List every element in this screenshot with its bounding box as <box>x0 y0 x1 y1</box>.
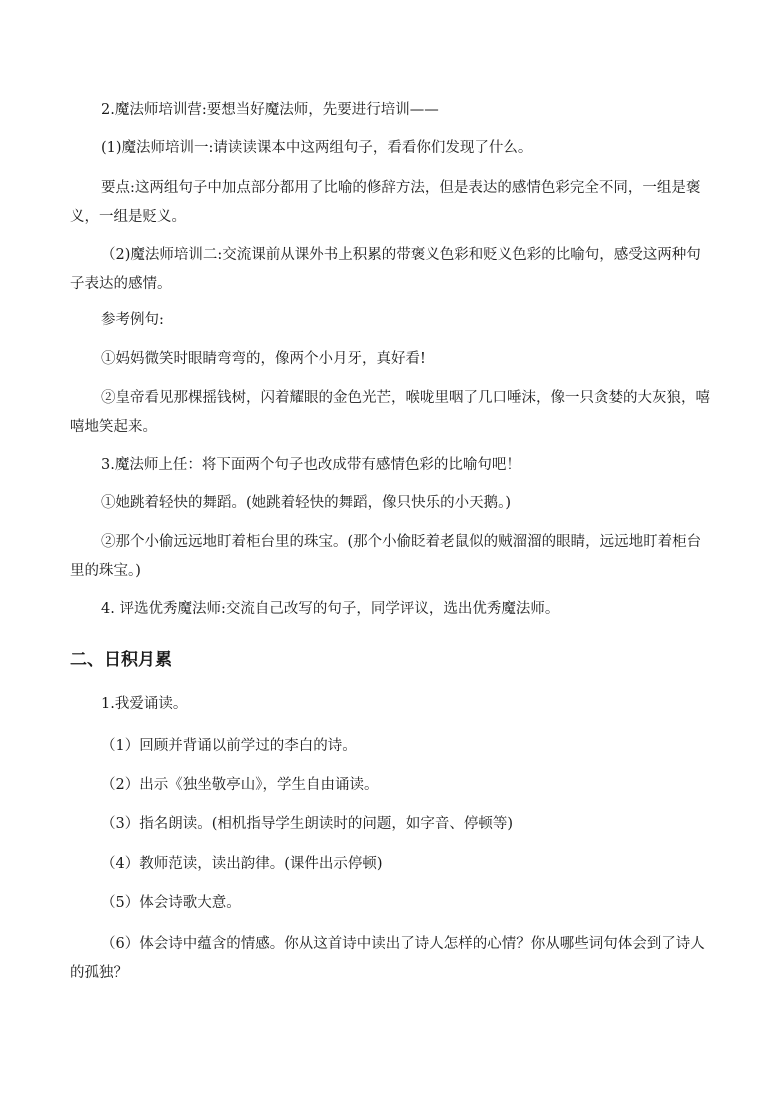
step-1: （1）回顾并背诵以前学过的李白的诗。 <box>101 738 357 754</box>
step-2: （2）出示《独坐敬亭山》，学生自由诵读。 <box>101 777 379 793</box>
example-two: ②皇帝看见那棵摇钱树，闪着耀眼的金色光芒，喉咙里咽了几口唾沫，像一只贪婪的大灰狼，嘻嘻地笑起来。 <box>70 390 710 435</box>
item3-sentence-one: ①她跳着轻快的舞蹈。(她跳着轻快的舞蹈，像只快乐的小天鹅。) <box>101 495 512 511</box>
training-two: （2)魔法师培训二:交流课前从课外书上积累的带褒义色彩和贬义色彩的比喻句，感受这两种句子表达的感情。 <box>70 247 701 292</box>
step-6: （6）体会诗中蕴含的情感。你从这首诗中读出了诗人怎样的心情？你从哪些词句体会到了诗人的孤独？ <box>70 936 705 981</box>
training-one: (1)魔法师培训一:请读读课本中这两组句子，看看你们发现了什么。 <box>101 140 533 156</box>
reference-label: 参考例句: <box>101 312 164 328</box>
step-5: （5）体会诗歌大意。 <box>101 895 241 911</box>
step-4: （4）教师范读，读出韵律。(课件出示停顿) <box>101 856 383 872</box>
item3-title: 3.魔法师上任：将下面两个句子也改成带有感情色彩的比喻句吧！ <box>101 457 521 473</box>
key-point: 要点:这两组句子中加点部分都用了比喻的修辞方法，但是表达的感情色彩完全不同，一组是褒义，一组是贬义。 <box>70 180 701 225</box>
step-3: （3）指名朗读。(相机指导学生朗读时的问题，如字音、停顿等) <box>101 816 514 832</box>
section-heading: 二、日积月累 <box>70 650 172 670</box>
example-one: ①妈妈微笑时眼睛弯弯的，像两个小月牙，真好看! <box>101 351 426 367</box>
recite-title: 1.我爱诵读。 <box>101 696 188 712</box>
item3-sentence-two: ②那个小偷远远地盯着柜台里的珠宝。(那个小偷眨着老鼠似的贼溜溜的眼睛，远远地盯着柜台里的珠宝。) <box>70 534 702 579</box>
item4: 4. 评选优秀魔法师:交流自己改写的句子，同学评议，选出优秀魔法师。 <box>101 601 560 617</box>
item2-title: 2.魔法师培训营:要想当好魔法师，先要进行培训—— <box>101 102 439 118</box>
